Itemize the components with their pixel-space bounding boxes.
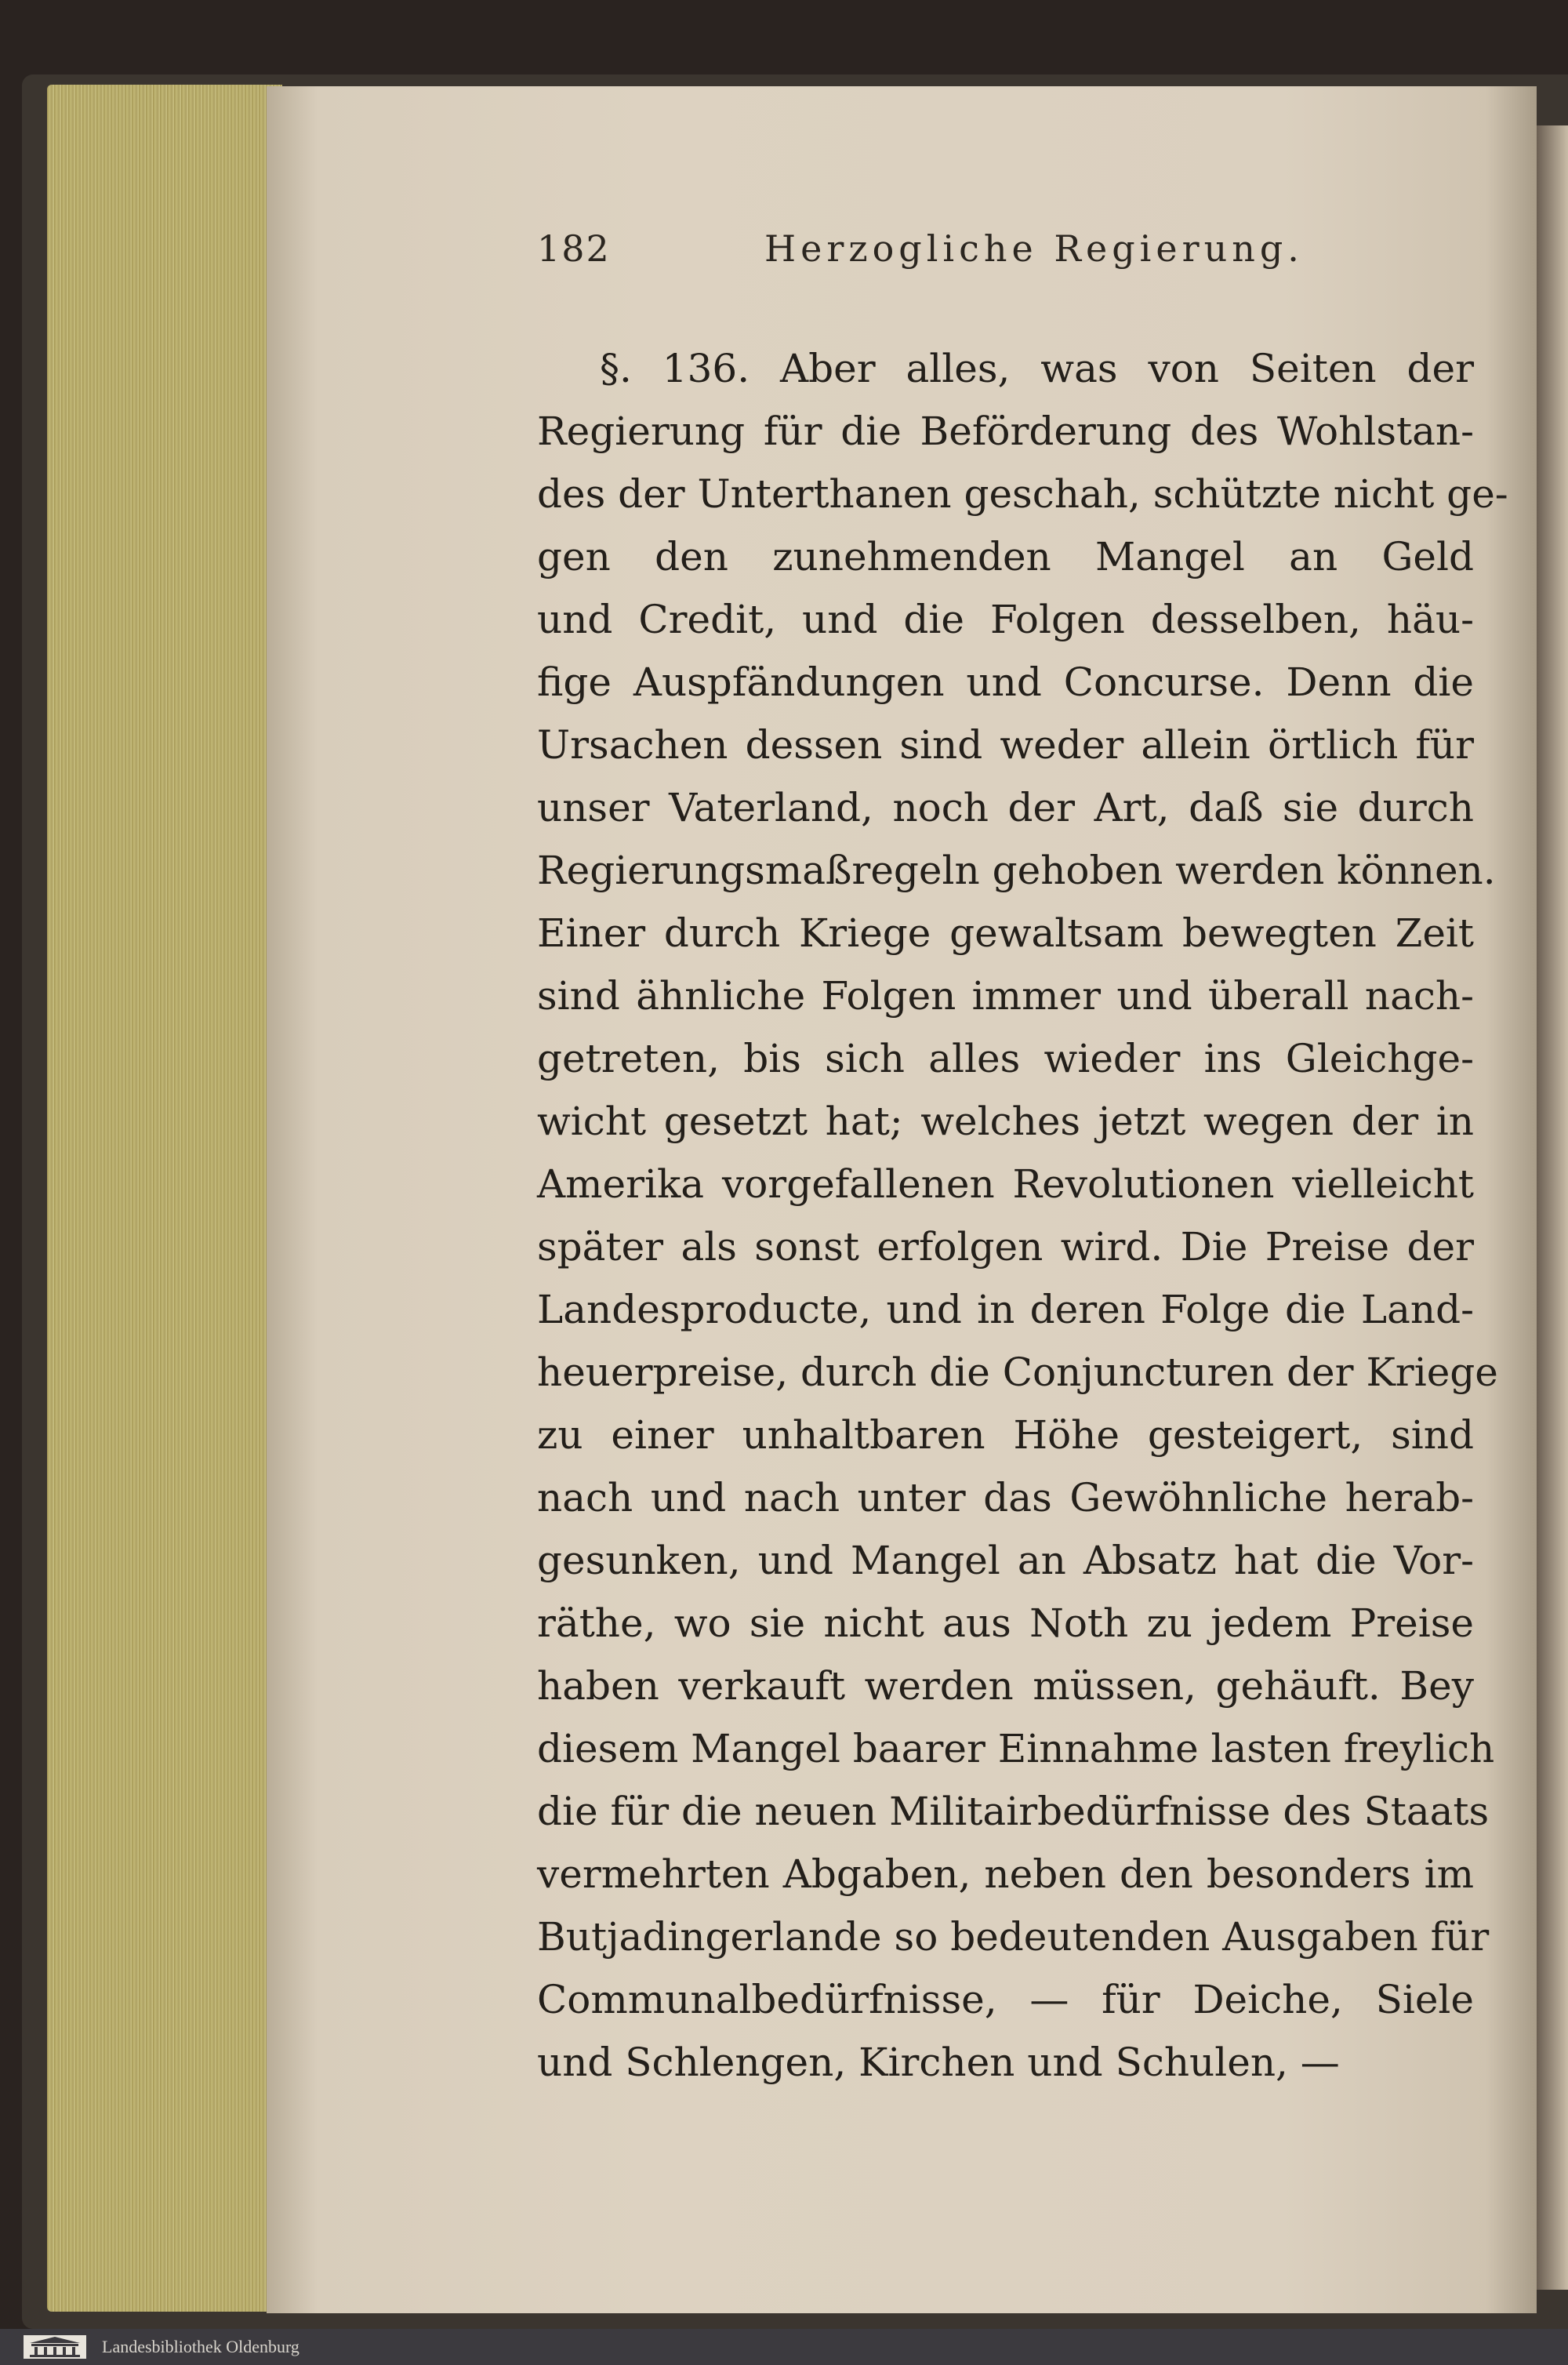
text-line: unser Vaterland, noch der Art, daß sie durch xyxy=(537,785,1474,830)
text-line: fige Auspfändungen und Concurse. Denn die xyxy=(537,659,1474,705)
page-header xyxy=(537,227,1501,282)
text-line: Einer durch Kriege gewaltsam bewegten Zeit xyxy=(537,910,1474,956)
text-line: haben verkauft werden müssen, gehäuft. Bey xyxy=(537,1663,1474,1709)
text-line: vermehrten Abgaben, neben den besonders im xyxy=(537,1851,1474,1897)
text-line: wicht gesetzt hat; welches jetzt wegen der in xyxy=(537,1099,1474,1144)
body-text xyxy=(537,337,1508,2094)
text-line: Ursachen dessen sind weder allein örtlich für xyxy=(537,722,1474,768)
text-line: Amerika vorgefallenen Revolutionen vielleicht xyxy=(537,1161,1474,1207)
text-line: getreten, bis sich alles wieder ins Gleichge- xyxy=(537,1036,1474,1081)
page-edges xyxy=(47,85,282,2312)
footer-bar xyxy=(0,2329,1568,2365)
text-line: zu einer unhaltbaren Höhe gesteigert, sind xyxy=(537,1412,1474,1458)
text-line: gesunken, und Mangel an Absatz hat die Vor- xyxy=(537,1538,1474,1583)
library-label: Landesbibliothek Oldenburg xyxy=(102,2337,299,2356)
text-line: Regierung für die Beförderung des Wohlstan- xyxy=(537,409,1474,454)
text-line: und Credit, und die Folgen desselben, häu- xyxy=(537,597,1474,642)
text-line: die für die neuen Militairbedürfnisse des Staats xyxy=(537,1789,1490,1834)
text-line: §. 136. Aber alles, was von Seiten der xyxy=(600,346,1474,391)
text-line: nach und nach unter das Gewöhnliche herab- xyxy=(537,1475,1474,1520)
text-line: Landesproducte, und in deren Folge die Land- xyxy=(537,1287,1474,1332)
page-number: 182 xyxy=(537,227,611,270)
library-building-icon xyxy=(24,2335,86,2359)
text-line: des der Unterthanen geschah, schützte nicht ge- xyxy=(537,471,1508,517)
next-page-edge xyxy=(1537,125,1568,2290)
text-line: sind ähnliche Folgen immer und überall nach- xyxy=(537,973,1474,1019)
running-title: Herzogliche Regierung. xyxy=(764,227,1304,270)
text-line: und Schlengen, Kirchen und Schulen, — xyxy=(537,2040,1340,2085)
text-line: räthe, wo sie nicht aus Noth zu jedem Preise xyxy=(537,1600,1474,1646)
text-line: diesem Mangel baarer Einnahme lasten freylich xyxy=(537,1726,1495,1771)
text-line: später als sonst erfolgen wird. Die Preise der xyxy=(537,1224,1474,1270)
text-line: heuerpreise, durch die Conjuncturen der Kriege xyxy=(537,1350,1498,1395)
text-line: Regierungsmaßregeln gehoben werden können. xyxy=(537,848,1496,893)
text-line: Communalbedürfnisse, — für Deiche, Siele xyxy=(537,1977,1474,2022)
text-line: gen den zunehmenden Mangel an Geld xyxy=(537,534,1474,579)
text-line: Butjadingerlande so bedeutenden Ausgaben für xyxy=(537,1914,1490,1960)
